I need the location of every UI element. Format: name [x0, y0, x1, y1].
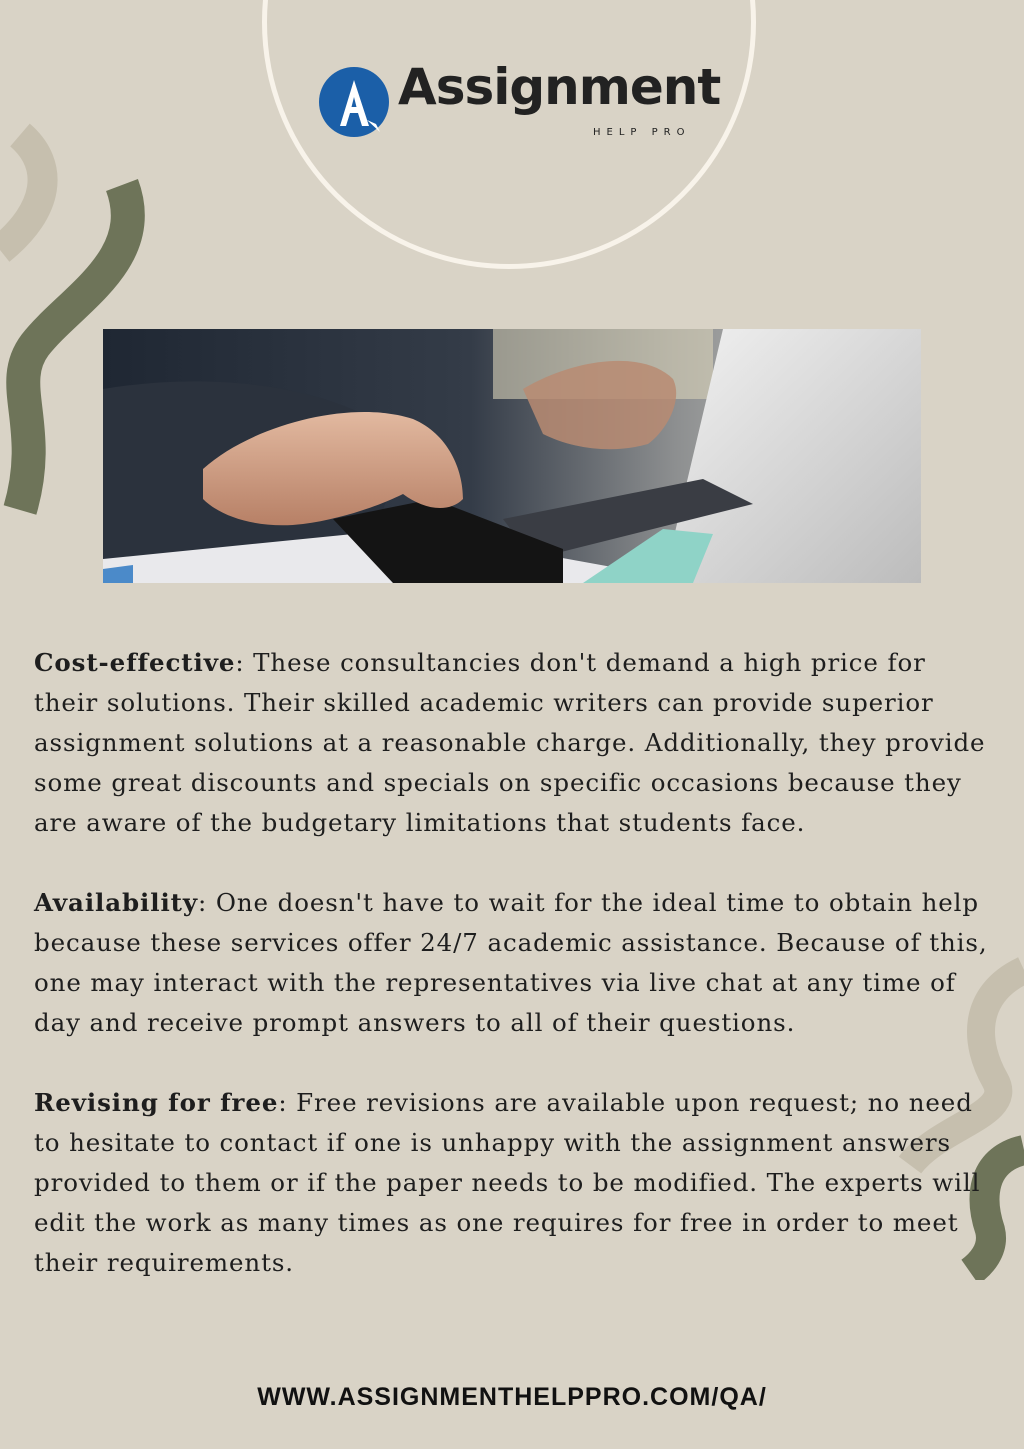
section-cost-effective — [34, 643, 994, 843]
photo-illustration — [103, 329, 921, 583]
section-availability — [34, 883, 994, 1043]
section-revising-for-free — [34, 1083, 994, 1283]
section-title: Availability — [34, 888, 199, 917]
content — [34, 643, 994, 1323]
section-text: : One doesn't have to wait for the ideal time to obtain help because these services offer 24/7 academic assistance. Because of this, one may interact with the representatives via live chat at any time of day and receive prompt answers to all of their questions. — [34, 888, 988, 1037]
logo-tagline: HELP PRO — [593, 127, 691, 138]
section-title: Revising for free — [34, 1088, 279, 1117]
logo-a-icon — [318, 66, 390, 138]
footer-website-url[interactable]: WWW.ASSIGNMENTHELPPRO.COM/QA/ — [257, 1383, 767, 1411]
section-text: : Free revisions are available upon request; no need to hesitate to contact if one is unhappy with the assignment answers provided to them or if the paper needs to be modified. The experts will edit the work as many times as one requires for free in order to meet their requirements. — [34, 1088, 981, 1277]
logo-wordmark: Assignment — [398, 58, 721, 116]
section-title: Cost-effective — [34, 648, 236, 677]
logo — [318, 58, 721, 142]
section-text: : These consultancies don't demand a high price for their solutions. Their skilled academic writers can provide superior assignment solutions at a reasonable charge. Additionally, they provide some great discounts and specials on specific occasions because they are aware of the budgetary limitations that students face. — [34, 648, 986, 837]
hands-phone-laptop-photo — [103, 329, 921, 583]
